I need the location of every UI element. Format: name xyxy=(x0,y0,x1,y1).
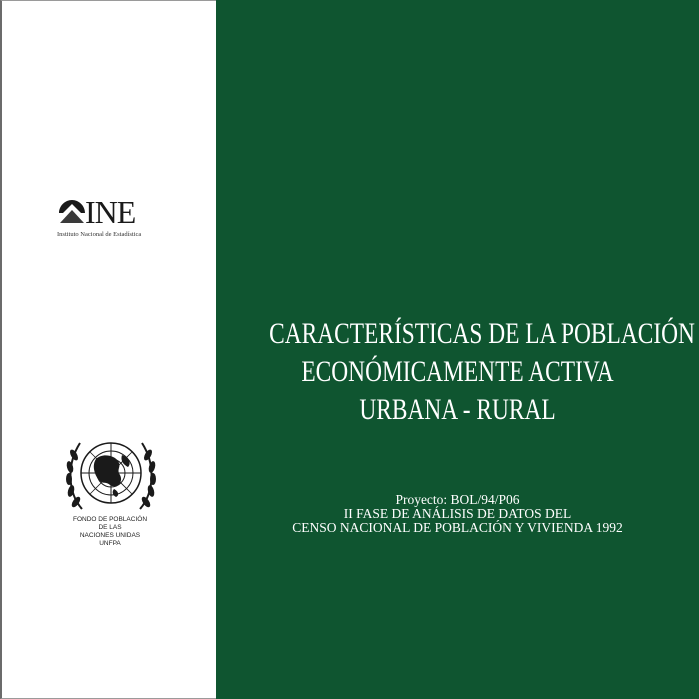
unfpa-label xyxy=(42,516,178,548)
ine-logo-icon xyxy=(57,199,87,225)
ine-name: INE xyxy=(85,194,136,230)
ine-logo xyxy=(57,195,177,245)
unfpa-line: NACIONES UNIDAS xyxy=(79,532,141,539)
title-line: ECONÓMICAMENTE ACTIVA xyxy=(301,355,614,388)
unfpa-line: UNFPA xyxy=(99,540,121,547)
unfpa-line: DE LAS xyxy=(98,524,122,531)
title-line: CARACTERÍSTICAS DE LA POBLACIÓN xyxy=(269,317,695,350)
cover-panel xyxy=(216,0,699,699)
unfpa-line: FONDO DE POBLACIÓN xyxy=(72,516,148,523)
project-phase: II FASE DE ANÁLISIS DE DATOS DEL xyxy=(343,506,572,521)
un-emblem-icon xyxy=(62,429,160,515)
ine-subtitle: Instituto Nacional de Estadística xyxy=(57,231,142,238)
left-panel xyxy=(0,0,216,699)
project-code: Proyecto: BOL/94/P06 xyxy=(395,492,520,507)
document-title xyxy=(216,315,699,429)
project-census: CENSO NACIONAL DE POBLACIÓN Y VIVIENDA 1992 xyxy=(292,520,623,535)
title-line: URBANA - RURAL xyxy=(359,393,556,426)
project-info xyxy=(216,493,699,535)
